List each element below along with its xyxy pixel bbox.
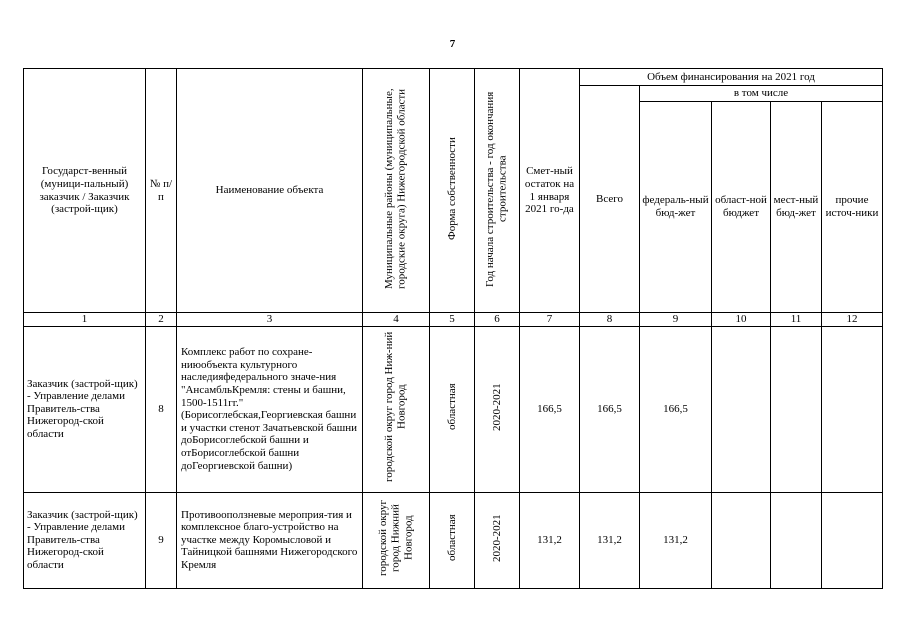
header-total: Всего bbox=[580, 86, 640, 313]
header-federal: федераль-ный бюд-жет bbox=[640, 102, 712, 313]
row-ownership bbox=[430, 492, 475, 588]
row-years-text: 2020-2021 bbox=[490, 383, 503, 432]
row-ownership-text: областная bbox=[445, 514, 458, 562]
header-including: в том числе bbox=[640, 86, 883, 102]
header-ownership-text: Форма собственности bbox=[445, 137, 458, 241]
header-districts bbox=[363, 69, 430, 313]
row-ownership-text: областная bbox=[445, 383, 458, 431]
row-other bbox=[822, 326, 883, 492]
header-financing: Объем финансирования на 2021 год bbox=[580, 69, 883, 86]
row-num: 9 bbox=[146, 492, 177, 588]
col-number: 6 bbox=[475, 313, 520, 327]
row-years bbox=[475, 326, 520, 492]
col-number: 5 bbox=[430, 313, 475, 327]
row-total: 131,2 bbox=[580, 492, 640, 588]
header-estimate: Смет-ный остаток на 1 января 2021 го-да bbox=[520, 69, 580, 313]
page-number: 7 bbox=[449, 38, 456, 50]
col-number: 2 bbox=[146, 313, 177, 327]
col-number: 12 bbox=[822, 313, 883, 327]
col-number: 1 bbox=[24, 313, 146, 327]
header-customer: Государст-венный (муници-пальный) заказчик / Заказчик (застрой-щик) bbox=[24, 69, 146, 313]
col-number: 8 bbox=[580, 313, 640, 327]
col-number: 11 bbox=[771, 313, 822, 327]
header-years bbox=[475, 69, 520, 313]
table-row bbox=[24, 326, 883, 492]
row-federal: 166,5 bbox=[640, 326, 712, 492]
col-number: 4 bbox=[363, 313, 430, 327]
row-total: 166,5 bbox=[580, 326, 640, 492]
row-other bbox=[822, 492, 883, 588]
row-district-text: городской округ город Ниж-ний Новгород bbox=[383, 332, 408, 483]
header-object-name: Наименование объекта bbox=[177, 69, 363, 313]
row-local bbox=[771, 492, 822, 588]
header-districts-text: Муниципальные районы (муниципальные, городские округа) Нижегородской области bbox=[383, 88, 408, 289]
header-ownership bbox=[430, 69, 475, 313]
table-row bbox=[24, 492, 883, 588]
column-numbers-row bbox=[24, 313, 883, 327]
row-district bbox=[363, 492, 430, 588]
row-years bbox=[475, 492, 520, 588]
row-regional bbox=[712, 492, 771, 588]
col-number: 7 bbox=[520, 313, 580, 327]
row-customer: Заказчик (застрой-щик) - Управление делами Правитель-ства Нижегород-ской области bbox=[24, 326, 146, 492]
header-regional: област-ной бюджет bbox=[712, 102, 771, 313]
col-number: 9 bbox=[640, 313, 712, 327]
row-object-name: Противооползневые мероприя-тия и комплексное благо-устройство на участке между Коромысловой и Тайницкой башнями Нижегородского Кремля bbox=[177, 492, 363, 588]
header-local: мест-ный бюд-жет bbox=[771, 102, 822, 313]
row-district-text: городской округ город Нижний Новгород bbox=[377, 500, 415, 577]
row-estimate: 166,5 bbox=[520, 326, 580, 492]
row-years-text: 2020-2021 bbox=[490, 514, 503, 563]
header-num: № п/п bbox=[146, 69, 177, 313]
row-num: 8 bbox=[146, 326, 177, 492]
financing-table bbox=[23, 68, 883, 589]
row-ownership bbox=[430, 326, 475, 492]
row-regional bbox=[712, 326, 771, 492]
col-number: 3 bbox=[177, 313, 363, 327]
row-customer: Заказчик (застрой-щик) - Управление делами Правитель-ства Нижегород-ской области bbox=[24, 492, 146, 588]
row-object-name: Комплекс работ по сохране-ниюобъекта культурного наследияфедерального значе-ния "АнсамбльКремля: стены и башни, 1500-1511гг."(Борисоглебская,Георгиевская башни и участки стенот Зачатьевской башни доБорисоглебской башни и отБорисоглебской башни доГеоргиевской башни) bbox=[177, 326, 363, 492]
row-district bbox=[363, 326, 430, 492]
header-other: прочие источ-ники bbox=[822, 102, 883, 313]
row-federal: 131,2 bbox=[640, 492, 712, 588]
row-estimate: 131,2 bbox=[520, 492, 580, 588]
header-years-text: Год начала строительства - год окончания строительства bbox=[484, 91, 509, 287]
row-local bbox=[771, 326, 822, 492]
col-number: 10 bbox=[712, 313, 771, 327]
